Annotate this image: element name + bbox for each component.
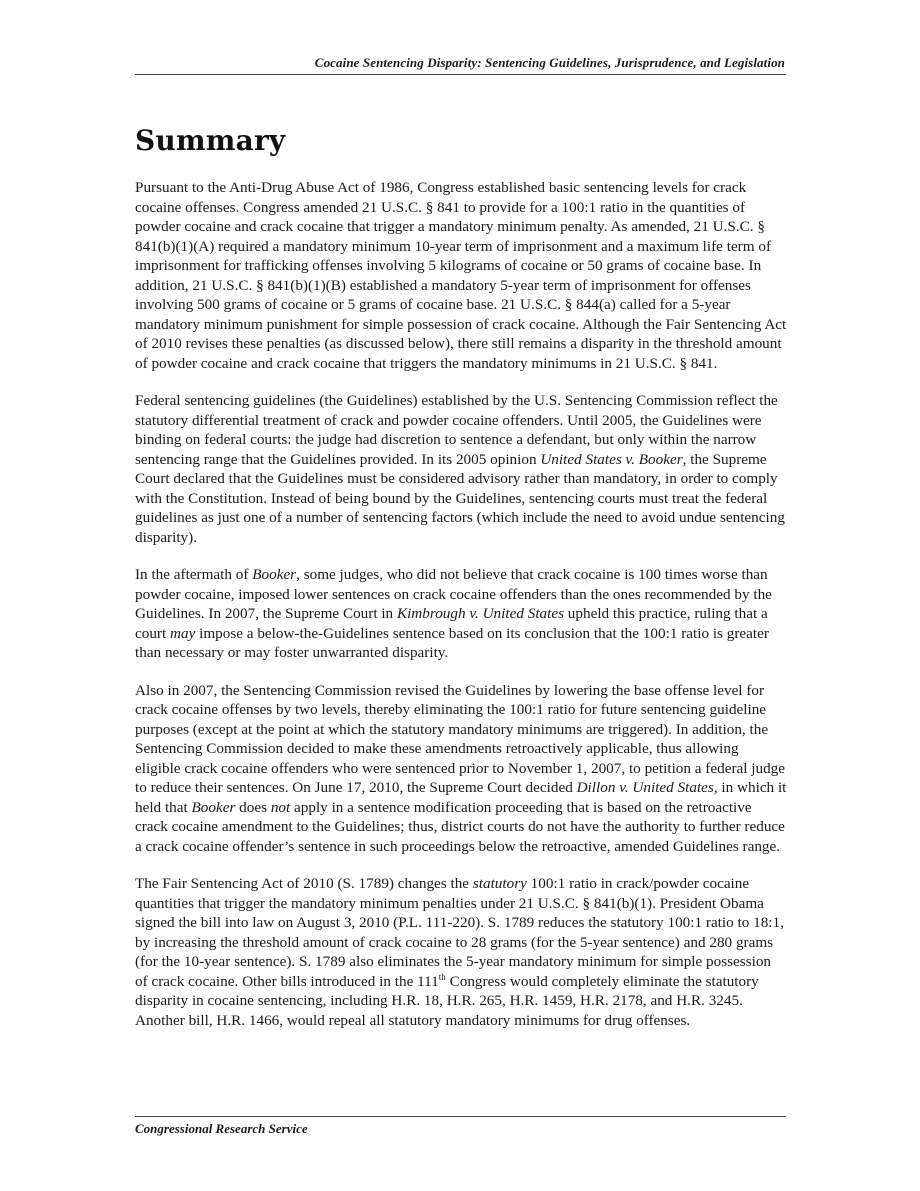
case-name-booker: Booker (191, 798, 236, 816)
summary-body (135, 178, 787, 1048)
case-name-booker: United States v. Booker (540, 450, 683, 468)
case-name-booker: Booker (252, 566, 297, 583)
running-header: Cocaine Sentencing Disparity: Sentencing Guidelines, Jurisprudence, and Legislation (314, 55, 785, 70)
case-name-kimbrough: Kimbrough v. United States (396, 605, 564, 622)
paragraph-3-text-a: In the aftermath of (135, 566, 253, 583)
footer-rule (135, 1116, 786, 1117)
paragraph-3-text-c: upheld this practice, ruling that a court (135, 605, 768, 642)
paragraph-4-text-d: apply in a sentence modification proceeding that is based on the retroactive crack cocaine amendment to the Guidelines; thus, district courts do not have the authority to further reduce a crack cocaine offender’s sentence in such proceedings below the retroactive, amended Guidelines range. (135, 798, 785, 855)
paragraph-2 (135, 391, 787, 547)
paragraph-2-text-b: , the Supreme Court declared that the Guidelines must be considered advisory rather than mandatory, in order to comply with the Constitution. Instead of being bound by the Guidelines, sentencing courts must treat the federal guidelines as just one of a number of sentencing factors (which include the need to avoid undue sentencing disparity). (135, 450, 785, 546)
ordinal-superscript: th (438, 971, 446, 982)
paragraph-4-text-a: Also in 2007, the Sentencing Commission revised the Guidelines by lowering the base offense level for crack cocaine offenses by two levels, thereby eliminating the 100:1 ratio for future sentencing guideline purposes (except at the point at which the statutory mandatory minimums are triggered). In addition, the Sentencing Commission decided to make these amendments retroactively applicable, thus allowing eligible crack cocaine offenders who were sentenced prior to November 1, 2007, to petition a federal judge to reduce their sentences. On June 17, 2010, the Supreme Court decided (135, 681, 785, 796)
paragraph-4 (135, 681, 787, 857)
paragraph-5 (135, 874, 787, 1030)
paragraph-4-text-c: does (235, 798, 271, 816)
paragraph-2-text-a: Federal sentencing guidelines (the Guidelines) established by the U.S. Sentencing Commission reflect the statutory differential treatment of crack and powder cocaine offenders. Until 2005, the Guidelines were binding on federal courts: the judge had discretion to sentence a defendant, but only within the narrow sentencing range that the Guidelines provided. In its 2005 opinion (135, 392, 778, 468)
paragraph-5-text-b: 100:1 ratio in crack/powder cocaine quantities that trigger the mandatory minimum penalties under 21 U.S.C. § 841(b)(1). President Obama signed the bill into law on August 3, 2010 (P.L. 111-220). S. 1789 reduces the statutory 100:1 ratio to 18:1, by increasing the threshold amount of crack cocaine to 28 grams (for the 5-year sentence) and 280 grams (for the 10-year sentence). S. 1789 also eliminates the 5-year mandatory minimum for simple possession of crack cocaine. Other bills introduced in the 111 (135, 875, 784, 990)
paragraph-3 (135, 565, 787, 663)
header-rule (135, 74, 786, 75)
paragraph-4-text-b: , in which it held that (135, 779, 787, 816)
paragraph-3-text-d: impose a below-the-Guidelines sentence based on its conclusion that the 100:1 ratio is greater than necessary or may foster unwarranted disparity. (135, 624, 769, 661)
section-heading: Summary (135, 124, 286, 157)
emphasis-not: not (270, 798, 291, 816)
paragraph-5-text-c: Congress would completely eliminate the statutory disparity in cocaine sentencing, including H.R. 18, H.R. 265, H.R. 1459, H.R. 2178, and H.R. 3245. Another bill, H.R. 1466, would repeal all statutory mandatory minimums for drug offenses. (135, 972, 759, 1029)
emphasis-may: may (170, 624, 196, 642)
paragraph-1: Pursuant to the Anti-Drug Abuse Act of 1986, Congress established basic sentencing levels for crack cocaine offenses. Congress amended 21 U.S.C. § 841 to provide for a 100:1 ratio in the quantities of powder cocaine and crack cocaine that trigger a mandatory minimum penalty. As amended, 21 U.S.C. § 841(b)(1)(A) required a mandatory minimum 10-year term of imprisonment and a maximum life term of imprisonment for trafficking offenses involving 5 kilograms of cocaine or 50 grams of cocaine base. In addition, 21 U.S.C. § 841(b)(1)(B) established a mandatory 5-year term of imprisonment for offenses involving 500 grams of cocaine or 5 grams of cocaine base. 21 U.S.C. § 844(a) called for a 5-year mandatory minimum punishment for simple possession of crack cocaine. Although the Fair Sentencing Act of 2010 revises these penalties (as discussed below), there still remains a disparity in the threshold amount of powder cocaine and crack cocaine that triggers the mandatory minimums in 21 U.S.C. § 841. (135, 179, 787, 372)
paragraph-5-text-a: The Fair Sentencing Act of 2010 (S. 1789) changes the (135, 875, 473, 892)
paragraph-3-text-b: , some judges, who did not believe that crack cocaine is 100 times worse than powder cocaine, imposed lower sentences on crack cocaine offenders than the ones recommended by the Guidelines. In 2007, the Supreme Court in (135, 566, 772, 622)
emphasis-statutory: statutory (472, 875, 527, 892)
running-footer: Congressional Research Service (135, 1121, 308, 1136)
case-name-dillon: Dillon v. United States (576, 779, 714, 796)
